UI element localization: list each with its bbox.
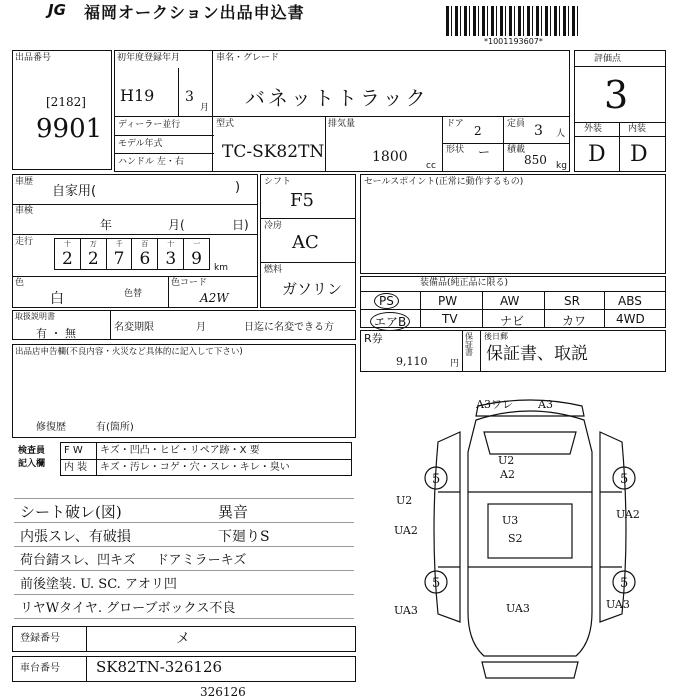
mark-center: U3 [502,514,519,527]
handle-label: ハンドル 左・右 [118,157,184,167]
displacement-unit: cc [426,161,436,171]
doors-value: 2 [474,124,482,138]
mark-left-side-2: UA2 [394,524,418,537]
equip-tv: TV [442,312,458,326]
chassis-value: SK82TN-326126 [96,658,223,676]
name-change-label: 名変期限 [114,322,154,333]
mileage-unit: 百 [132,239,158,250]
first-registration-era-year: H19 [120,86,155,105]
equip-aw: AW [500,294,520,308]
note-line: 異音 [218,503,249,521]
load-unit: kg [556,161,567,171]
equip-4wd: 4WD [616,312,645,326]
shift-label: シフト [264,177,292,187]
mileage-unit: 万 [80,239,106,250]
mileage-unit-km: km [214,263,228,273]
note-line: 前後塗装. U. SC. アオリ凹 [20,577,177,592]
capacity-label: 定員 [507,119,526,129]
dealer-label: ディーラー並行 [118,120,181,130]
mark-left-side: U2 [396,494,413,507]
model-label: 型式 [216,119,235,129]
mileage-digit: 9 [184,249,210,270]
doors-label: ドア [446,119,464,129]
fuel-label: 燃料 [264,265,283,275]
chassis-label: 車台番号 [20,663,60,674]
color-code-label: 色コード [171,278,208,288]
shift-value: F5 [290,190,314,211]
barcode-number: *1001193607* [484,37,543,46]
inspection-day: 日) [232,218,249,232]
usage-label: 車歴 [15,177,34,187]
capacity-unit: 人 [556,129,566,139]
recycle-value: 9,110 [396,355,428,368]
exterior-label: 外装 [584,124,603,134]
usage-close: ) [235,180,241,195]
tire-rear-left: 5 [432,576,441,591]
mileage-digit: 6 [132,249,158,270]
mileage-grid [54,238,210,270]
repair-label: 修復歴 [36,422,66,433]
sales-point-label: セールスポイント(正常に動作するもの) [364,177,524,187]
month-unit: 月 [200,103,210,113]
load-label: 積載 [507,145,526,155]
mark-rear-left: UA3 [394,604,418,617]
note-line: シート破レ(図) [20,503,122,521]
recycle-unit: 円 [450,359,460,369]
evaluation-label: 評価点 [594,54,622,64]
warranty-value: 保証書、取説 [486,344,588,364]
shape-label: 形状 [446,145,465,155]
chassis-below: 326126 [200,685,246,699]
tire-front-left: 5 [432,472,441,487]
mark-right-side: UA2 [616,508,640,521]
registration-value: メ [176,631,190,647]
note-line: 下廻りS [218,529,270,545]
equip-ps: PS [374,293,399,309]
equip-pw: PW [438,294,458,308]
mileage-unit: 十 [158,239,184,250]
note-line: リヤWタイヤ. グローブボックス不良 [20,601,236,616]
mark-roof: U2 [498,454,515,467]
recycle-label: R券 [364,332,383,345]
warranty-label: 保証書 [465,332,473,357]
fw-label: F W [64,445,83,456]
interior-grade: D [630,142,648,167]
equip-abs: ABS [618,294,642,308]
equipment-label: 装備品(純正品に限る) [420,278,509,288]
warranty-extra-label: 後日郵 [484,332,508,341]
load-value: 850 [524,153,547,167]
ac-label: 冷房 [264,221,283,231]
repair-value: 有(箇所) [96,422,134,433]
equip-leather: カワ [562,314,587,328]
displacement-value: 1800 [372,149,408,165]
registration-label: 登録番号 [20,633,60,644]
car-name-value: バネットトラック [245,86,429,110]
mileage-unit: 十 [55,239,81,250]
fuel-value: ガソリン [282,280,343,298]
mileage-label: 走行 [15,237,34,247]
equip-navi: ナビ [500,314,525,328]
name-change-month: 月 [196,322,206,333]
color-value: 白 [50,291,64,307]
tire-front-right: 5 [620,472,629,487]
lot-number-box [12,50,112,170]
mark-front-left: A3ワレ [476,398,513,411]
mileage-digit: 2 [80,249,106,270]
inspection-label: 車検 [15,206,34,216]
mileage-digit: 2 [55,249,81,270]
inspector-label-2: 記入欄 [18,459,46,469]
lot-number-label: 出品番号 [15,53,52,63]
sales-point-box [360,174,666,274]
mark-front-right: A3 [538,398,553,411]
shape-value: ー [478,145,491,159]
mileage-digit: 7 [106,249,132,270]
color-label: 色 [15,278,25,288]
form-title: 福岡オークション出品申込書 [84,3,305,22]
mark-rear-right: UA3 [606,598,630,611]
model-year-label: モデル年式 [118,139,163,149]
mileage-unit: 千 [106,239,132,250]
manual-options: 有 ・ 無 [36,327,76,340]
vehicle-condition-diagram [380,392,680,692]
lot-number: 9901 [36,114,103,144]
mileage-unit: 一 [184,239,210,250]
color-change-label: 色替 [124,289,143,299]
note-line: 荷台錆スレ、凹キズ [20,553,136,568]
note-line: 内張スレ、有破損 [20,529,131,545]
first-registration-label: 初年度登録年月 [117,53,181,63]
lot-sub-number: [2182] [46,95,86,109]
displacement-label: 排気量 [328,119,356,129]
mark-roof-2: A2 [500,468,515,481]
usage-value: 自家用( [52,184,97,199]
barcode [446,6,580,36]
model-value: TC-SK82TN [222,142,325,162]
ac-value: AC [292,232,319,253]
exterior-grade: D [588,142,606,167]
interior-label: 内装 [628,124,647,134]
evaluation-score: 3 [604,73,629,117]
interior-label-row: 内 装 [64,462,88,473]
inspector-label: 検査員 [18,446,46,456]
note-line: ドアミラーキズ [156,553,247,568]
manual-label: 取扱説明書 [15,312,55,321]
mark-center-2: S2 [508,532,523,545]
mark-rear-center: UA3 [506,602,530,615]
color-code-value: A2W [200,291,229,305]
tire-rear-right: 5 [620,576,629,591]
declaration-label: 出品店申告欄(不良内容・火災など具体的に記入して下さい) [15,347,243,357]
interior-items: キズ・汚レ・コゲ・穴・スレ・キレ・臭い [100,462,290,473]
car-name-label: 車名・グレード [216,53,280,63]
mileage-digit: 3 [158,249,184,270]
equip-sr: SR [564,294,580,308]
first-registration-month: 3 [185,89,194,105]
auction-logo: JG [48,1,66,19]
inspection-month: 月( [168,218,185,232]
capacity-value: 3 [534,123,543,139]
fw-items: キズ・凹凸・ヒビ・リペア跡・X 要 [100,445,260,456]
name-change-note: 日迄に名変できる方 [244,322,334,333]
equip-airbag: エアB [370,312,410,331]
inspection-year: 年 [100,218,113,232]
